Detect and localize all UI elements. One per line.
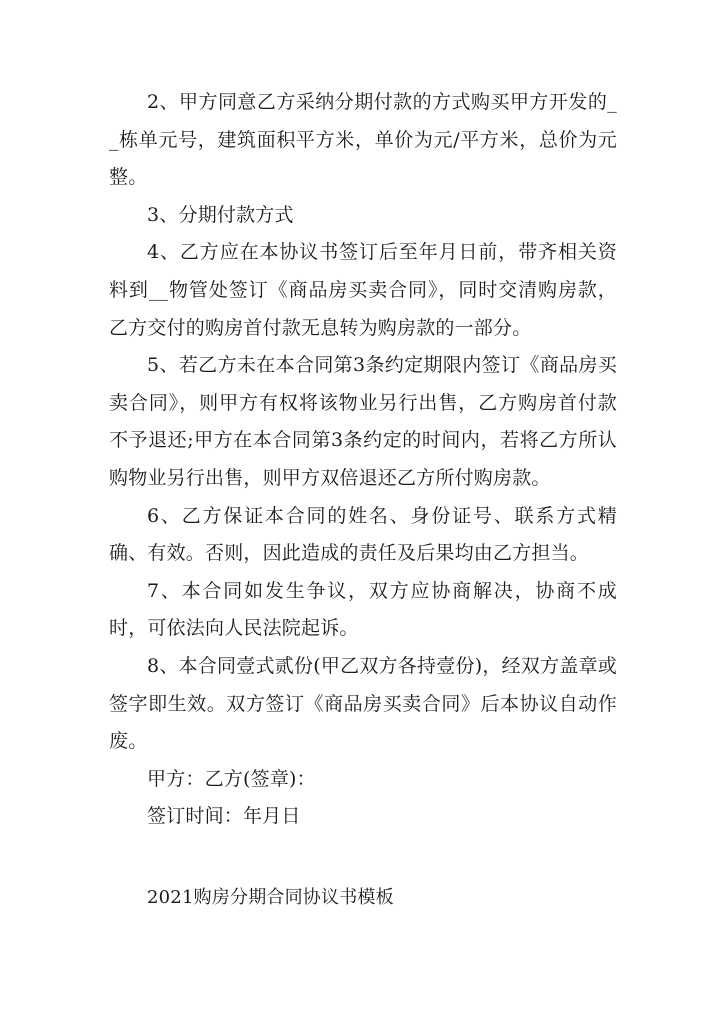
clause-3-paragraph: 3、分期付款方式 — [147, 203, 294, 226]
clause-8-paragraph: 8、本合同壹式贰份(甲乙双方各持壹份)，经双方盖章或签字即生效。双方签订《商品房买卖合同》后本协议自动作废。 — [109, 654, 617, 753]
document-body — [109, 84, 617, 836]
signature-line: 甲方：乙方(签章)： — [147, 767, 316, 790]
clause-5-paragraph: 5、若乙方未在本合同第3条约定期限内签订《商品房买卖合同》，则甲方有权将该物业另行出售，乙方购房首付款不予退还;甲方在本合同第3条约定的时间内，若将乙方所认购物业另行出售，则甲方双倍退还乙方所付购房款。 — [109, 354, 617, 489]
clause-2-paragraph: 2、甲方同意乙方采纳分期付款的方式购买甲方开发的__栋单元号，建筑面积平方米，单价为元/平方米，总价为元整。 — [109, 91, 617, 189]
clause-7-paragraph: 7、本合同如发生争议，双方应协商解决，协商不成时，可依法向人民法院起诉。 — [109, 579, 617, 640]
clause-4-paragraph: 4、乙方应在本协议书签订后至年月日前，带齐相关资料到__物管处签订《商品房买卖合同》，同时交清购房款，乙方交付的购房首付款无息转为购房款的一部分。 — [109, 241, 617, 339]
signing-date-line: 签订时间：年月日 — [147, 805, 301, 828]
clause-6-paragraph: 6、乙方保证本合同的姓名、身份证号、联系方式精确、有效。否则，因此造成的责任及后果均由乙方担当。 — [109, 504, 617, 565]
next-document-title: 2021购房分期合同协议书模板 — [147, 887, 394, 908]
